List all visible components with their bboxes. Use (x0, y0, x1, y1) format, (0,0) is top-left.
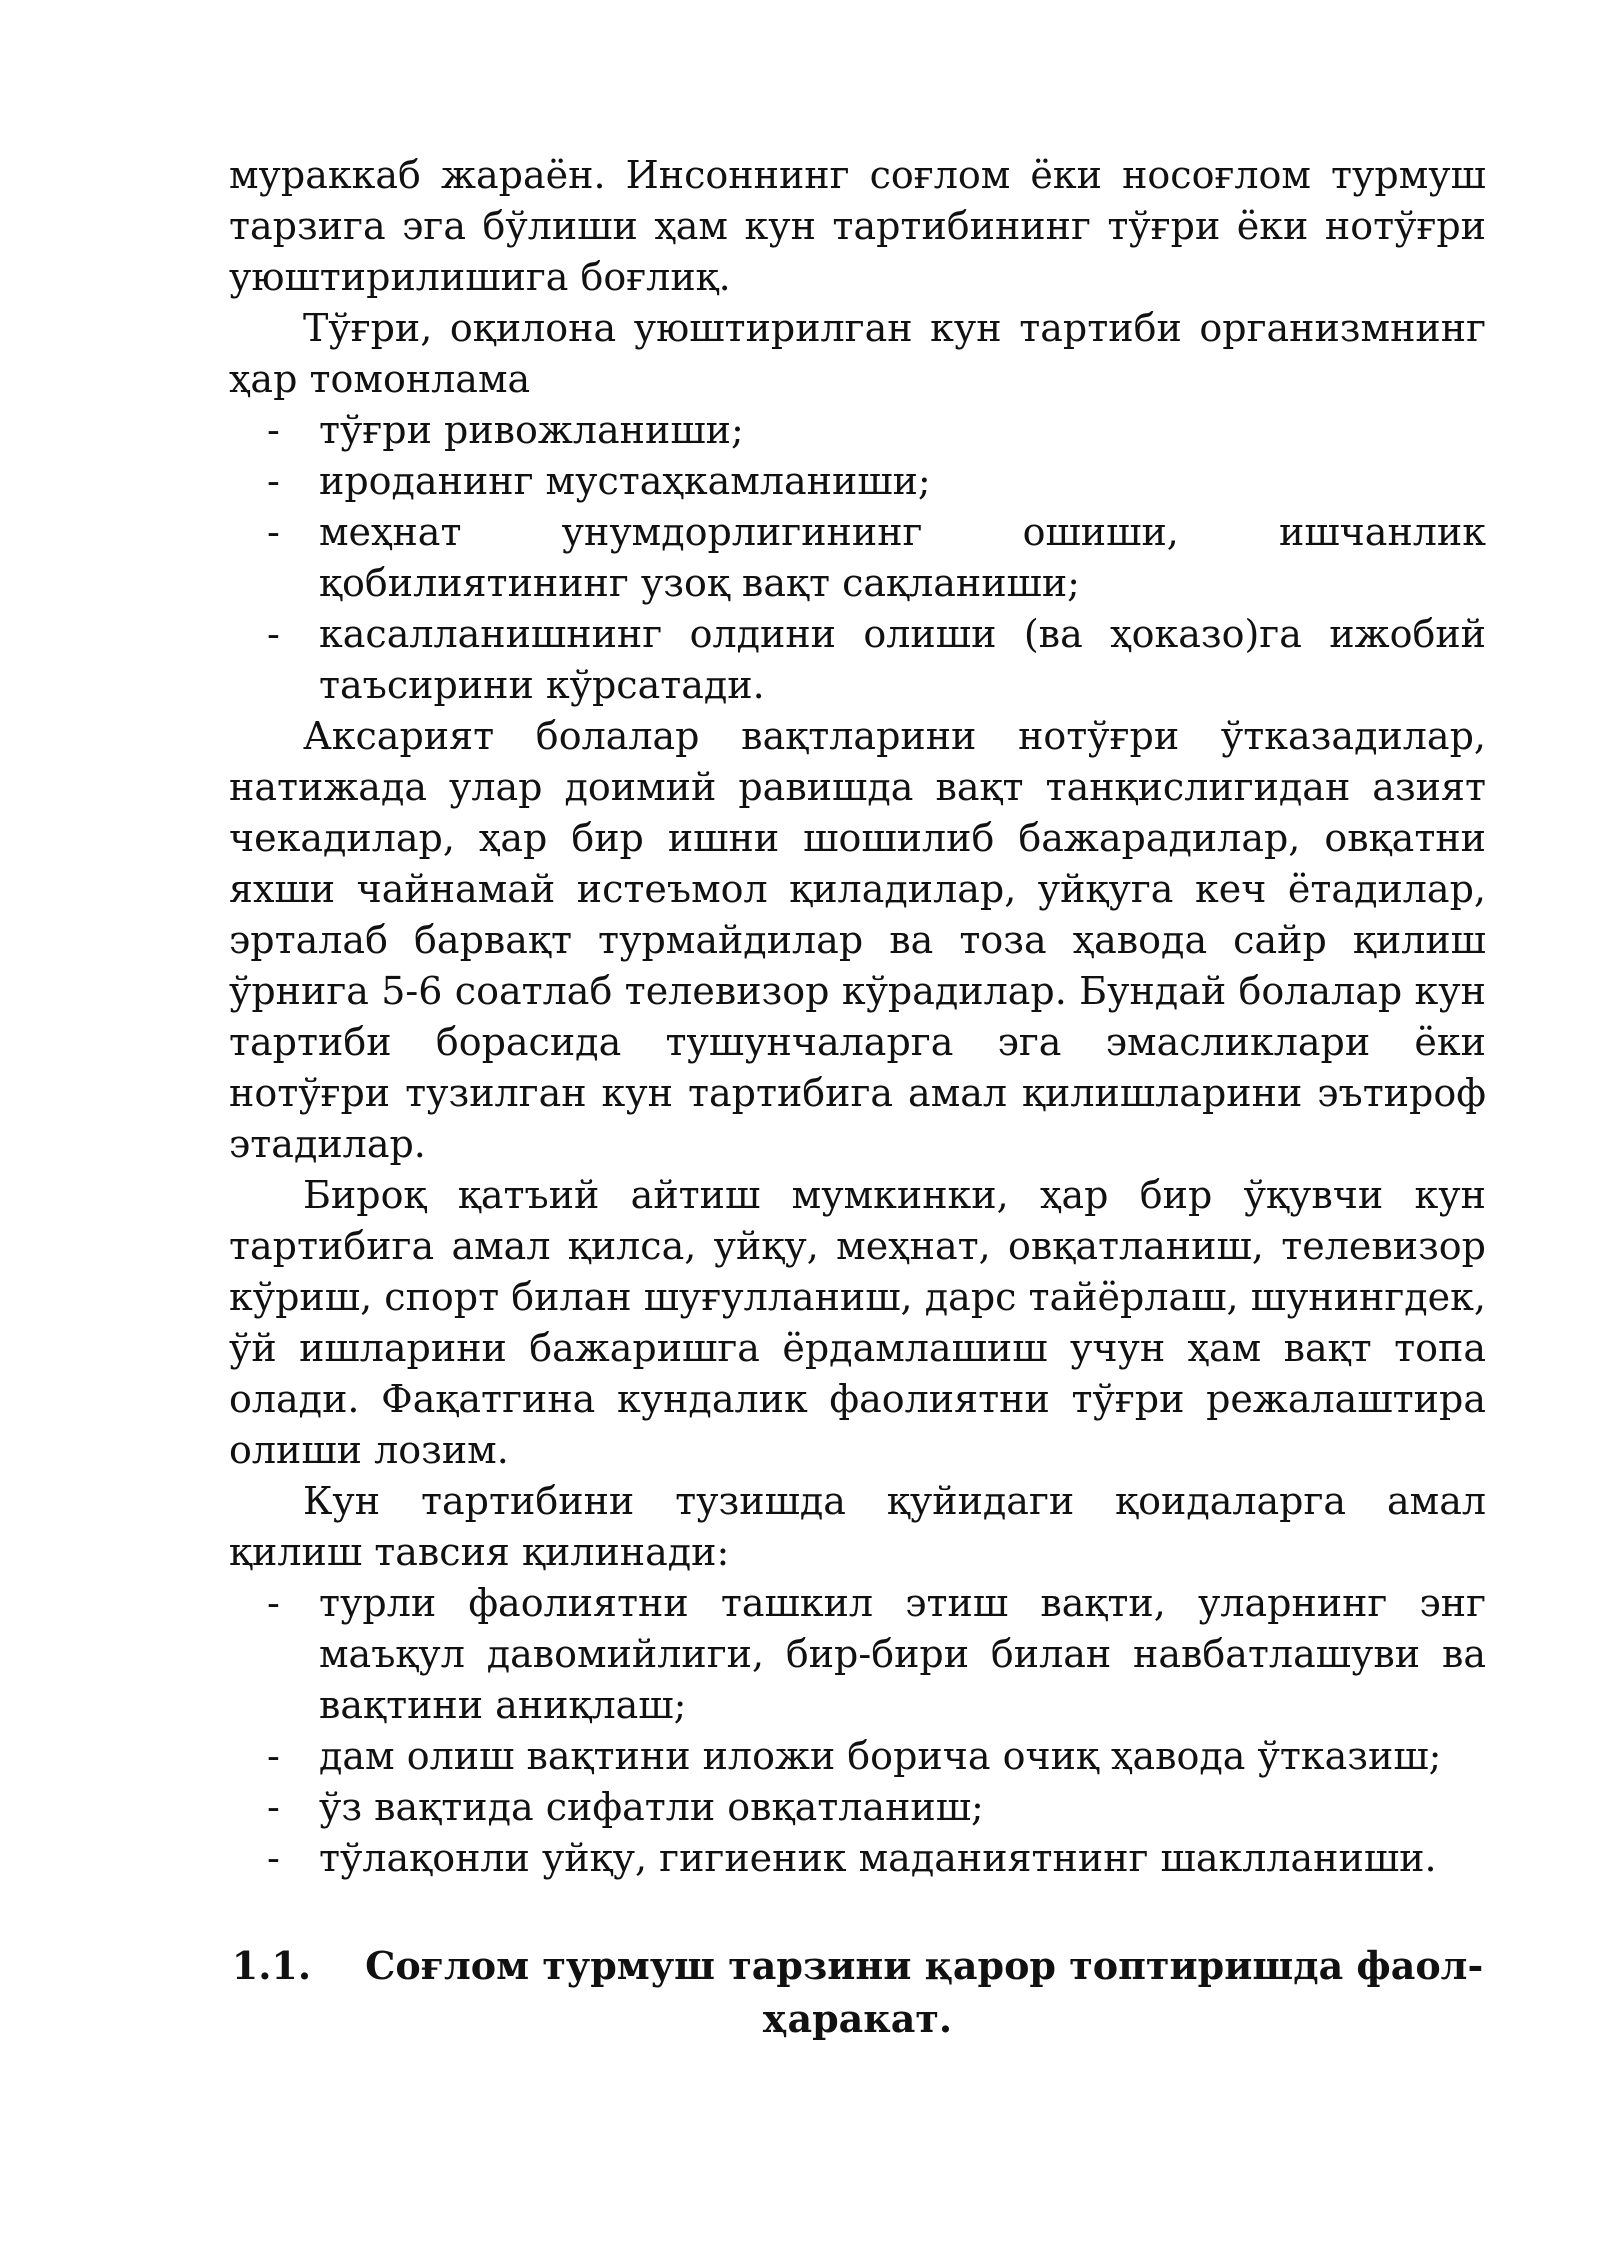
list-item (229, 405, 1486, 456)
list-dash: - (267, 408, 280, 452)
list-item-text: меҳнат унумдорлигининг ошиши, ишчанлик қобилиятининг узоқ вақт сақланиши; (319, 510, 1486, 605)
list-dash: - (267, 1785, 280, 1829)
paragraph-rules-intro: Кун тартибини тузишда қуйидаги қоидаларга амал қилиш тавсия қилинади: (229, 1479, 1486, 1574)
list-item-text: тўлақонли уйқу, гигиеник маданиятнинг шаклланиши. (319, 1836, 1437, 1880)
effects-list (229, 405, 1486, 711)
paragraph-student-routine: Бироқ қатъий айтиш мумкинки, ҳар бир ўқувчи кун тартибига амал қилса, уйқу, меҳнат, овқатланиш, телевизор кўриш, спорт билан шуғулланиш, дарс тайёрлаш, шунингдек, ўй ишларини бажаришга ёрдамлашиш учун ҳам вақт топа олади. Фақатгина кундалик фаолиятни тўғри режалаштира олиши лозим. (229, 1173, 1486, 1472)
list-item (229, 1782, 1486, 1833)
list-item (229, 456, 1486, 507)
section-heading (229, 1939, 1486, 2045)
paragraph-children-time: Аксарият болалар вақтларини нотўғри ўтказадилар, натижада улар доимий равишда вақт танқислигидан азият чекадилар, ҳар бир ишни шошилиб бажарадилар, овқатни яхши чайнамай истеъмол қиладилар, уйқуга кеч ётадилар, эрталаб барвақт турмайдилар ва тоза ҳавода сайр қилиш ўрнига 5-6 соатлаб телевизор кўрадилар. Бундай болалар кун тартиби борасида тушунчаларга эга эмасликлари ёки нотўғри тузилган кун тартибига амал қилишларини эътироф этадилар. (229, 714, 1486, 1166)
section-number: 1.1. (231, 1943, 312, 1988)
list-item-text: ўз вақтида сифатли овқатланиш; (319, 1785, 984, 1829)
section-title: Соғлом турмуш тарзини қарор топтиришда фаол-ҳаракат. (365, 1943, 1484, 2041)
document-body (229, 150, 1486, 2045)
list-dash: - (267, 459, 280, 503)
list-item (229, 507, 1486, 609)
list-item (229, 1731, 1486, 1782)
list-item-text: ироданинг мустаҳкамланиши; (319, 459, 931, 503)
list-item (229, 609, 1486, 711)
list-item-text: тўғри ривожланиши; (319, 408, 744, 452)
list-dash: - (267, 612, 280, 656)
rules-list (229, 1578, 1486, 1884)
list-item (229, 1578, 1486, 1731)
list-item-text: турли фаолиятни ташкил этиш вақти, уларнинг энг маъқул давомийлиги, бир-бири билан навбатлашуви ва вақтини аниқлаш; (319, 1581, 1486, 1727)
list-dash: - (267, 510, 280, 554)
list-item-text: дам олиш вақтини иложи борича очиқ ҳавода ўтказиш; (319, 1734, 1442, 1778)
paragraph-continued: мураккаб жараён. Инсоннинг соғлом ёки носоғлом турмуш тарзига эга бўлиши ҳам кун тартибининг тўғри ёки нотўғри уюштирилишига боғлиқ. (229, 153, 1486, 299)
paragraph-daily-routine-intro: Тўғри, оқилона уюштирилган кун тартиби организмнинг ҳар томонлама (229, 306, 1486, 401)
list-dash: - (267, 1581, 280, 1625)
list-item-text: касалланишнинг олдини олиши (ва ҳоказо)га ижобий таъсирини кўрсатади. (319, 612, 1486, 707)
list-item (229, 1833, 1486, 1884)
list-dash: - (267, 1836, 280, 1880)
list-dash: - (267, 1734, 280, 1778)
